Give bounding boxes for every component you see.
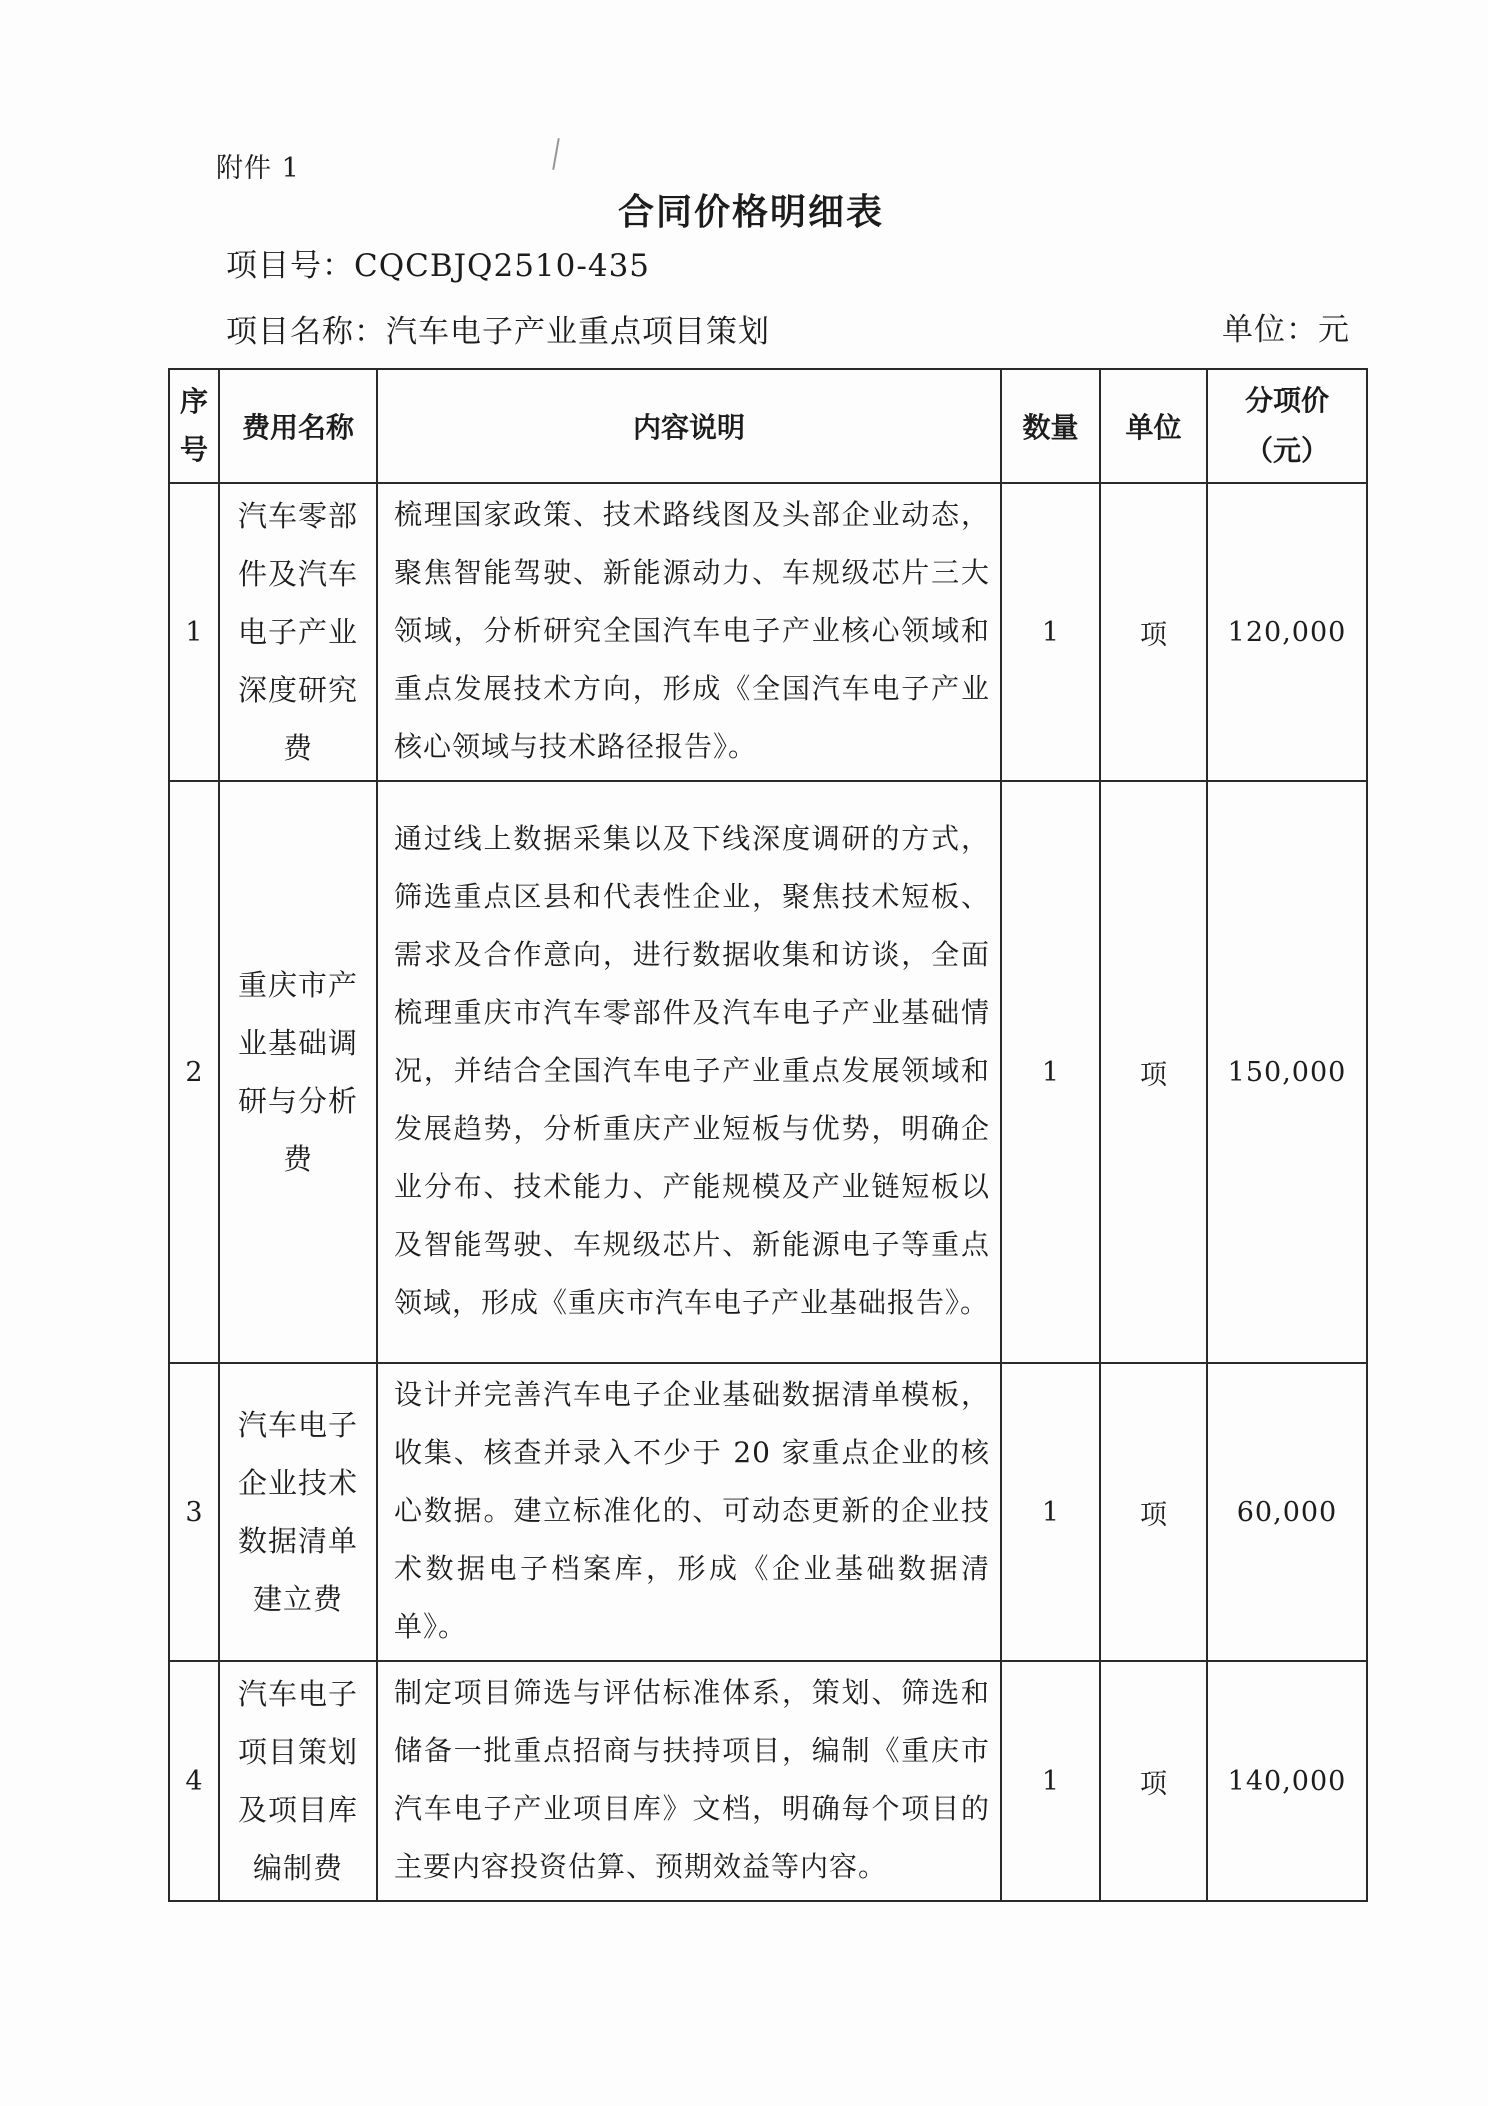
row-price: 120,000 [1207, 483, 1367, 781]
row-seq: 4 [169, 1661, 219, 1901]
row-seq: 2 [169, 781, 219, 1363]
row-unit: 项 [1100, 483, 1207, 781]
scan-mark [552, 138, 560, 170]
row-description: 梳理国家政策、技术路线图及头部企业动态，聚焦智能驾驶、新能源动力、车规级芯片三大领域，分析研究全国汽车电子产业核心领域和重点发展技术方向，形成《全国汽车电子产业核心领域与技术路径报告》。 [377, 483, 1001, 781]
row-description: 制定项目筛选与评估标准体系，策划、筛选和储备一批重点招商与扶持项目，编制《重庆市汽车电子产业项目库》文档，明确每个项目的主要内容投资估算、预期效益等内容。 [377, 1661, 1001, 1901]
header-price [1207, 369, 1367, 483]
row-quantity: 1 [1001, 781, 1100, 1363]
header-quantity: 数量 [1001, 369, 1100, 483]
project-name-line [226, 306, 770, 351]
header-price-line-1: 分项价 [1244, 384, 1329, 417]
row-fee-name [219, 1661, 377, 1901]
row-fee-name [219, 483, 377, 781]
header-seq-line-1: 序 [179, 385, 208, 418]
row-fee-name [219, 781, 377, 1363]
row-quantity: 1 [1001, 1661, 1100, 1901]
page-title [0, 184, 1488, 235]
table-row [169, 781, 1367, 1363]
row-fee-name-text: 重庆市产业基础调研与分析费 [237, 968, 358, 1176]
row-fee-name-text: 汽车电子企业技术数据清单建立费 [237, 1408, 358, 1616]
row-price: 60,000 [1207, 1363, 1367, 1661]
header-seq [169, 369, 219, 483]
row-seq: 3 [169, 1363, 219, 1661]
project-name-value: 汽车电子产业重点项目策划 [386, 314, 770, 350]
row-seq: 1 [169, 483, 219, 781]
row-unit: 项 [1100, 1363, 1207, 1661]
row-price: 150,000 [1207, 781, 1367, 1363]
project-number-value: CQCBJQ2510-435 [354, 248, 651, 284]
row-description: 通过线上数据采集以及下线深度调研的方式，筛选重点区县和代表性企业，聚焦技术短板、需求及合作意向，进行数据收集和访谈，全面梳理重庆市汽车零部件及汽车电子产业基础情况，并结合全国汽车电子产业重点发展领域和发展趋势，分析重庆产业短板与优势，明确企业分布、技术能力、产能规模及产业链短板以及智能驾驶、车规级芯片、新能源电子等重点领域，形成《重庆市汽车电子产业基础报告》。 [377, 781, 1001, 1363]
project-number-line [226, 240, 650, 285]
row-fee-name-text: 汽车零部件及汽车电子产业深度研究费 [237, 499, 358, 765]
row-description: 设计并完善汽车电子企业基础数据清单模板，收集、核查并录入不少于 20 家重点企业的核心数据。建立标准化的、可动态更新的企业技术数据电子档案库，形成《企业基础数据清单》。 [377, 1363, 1001, 1661]
row-fee-name-text: 汽车电子项目策划及项目库编制费 [237, 1677, 358, 1885]
row-quantity: 1 [1001, 483, 1100, 781]
price-detail-table [168, 368, 1368, 1902]
header-unit: 单位 [1100, 369, 1207, 483]
attachment-label: 附件 1 [216, 153, 300, 184]
row-quantity: 1 [1001, 1363, 1100, 1661]
project-name-label: 项目名称： [226, 314, 386, 350]
table-row [169, 483, 1367, 781]
header-seq-line-2: 号 [179, 433, 208, 466]
project-number-label: 项目号： [226, 248, 354, 284]
currency-unit-label: 单位：元 [1222, 312, 1350, 348]
row-price: 140,000 [1207, 1661, 1367, 1901]
row-unit: 项 [1100, 1661, 1207, 1901]
row-unit: 项 [1100, 781, 1207, 1363]
header-description: 内容说明 [377, 369, 1001, 483]
page-title-text: 合同价格明细表 [617, 192, 884, 233]
table-row [169, 1661, 1367, 1901]
table-row [169, 1363, 1367, 1661]
header-price-line-2: （元） [1244, 434, 1329, 467]
table-header-row [169, 369, 1367, 483]
row-fee-name [219, 1363, 377, 1661]
header-fee-name: 费用名称 [219, 369, 377, 483]
